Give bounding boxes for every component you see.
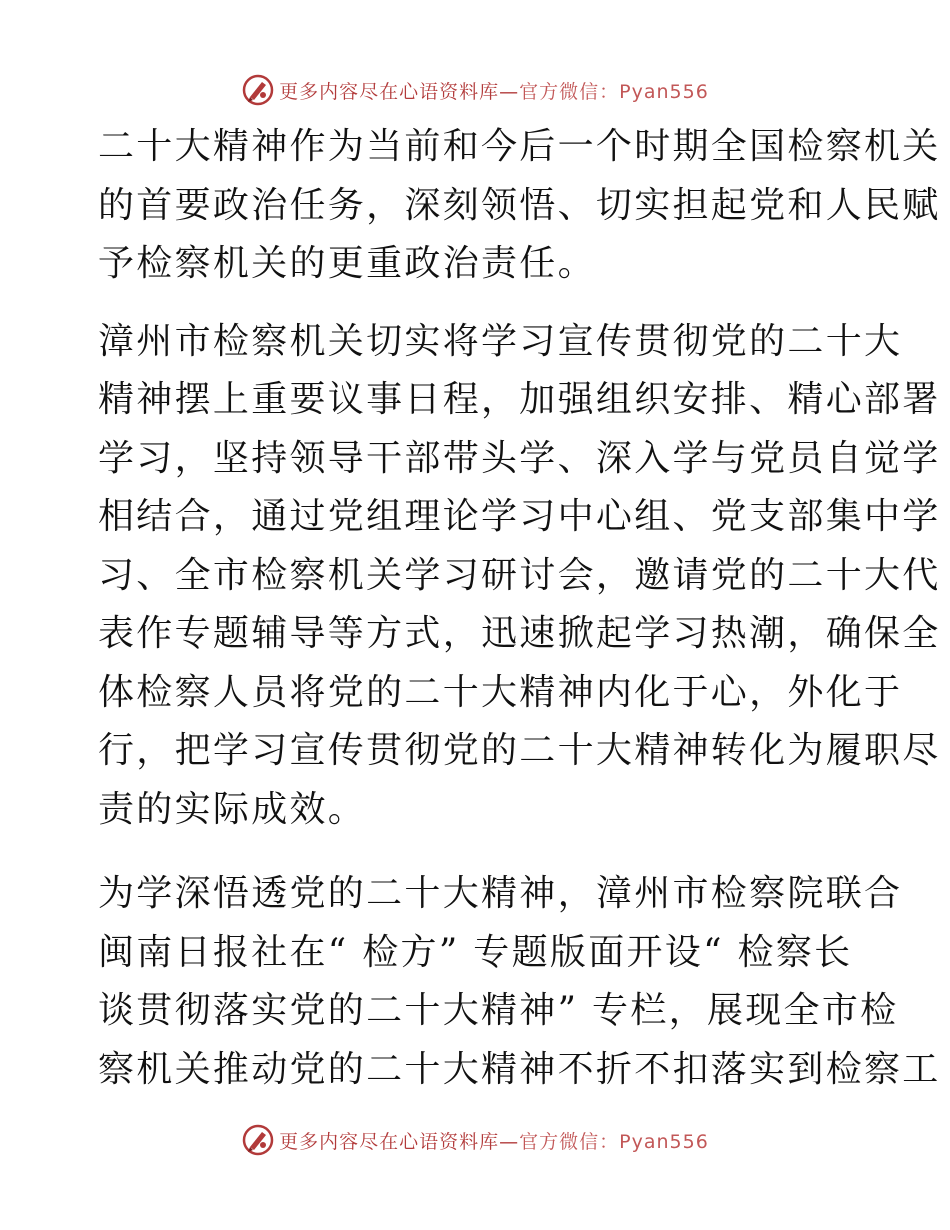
paragraph-1: [98, 118, 941, 294]
paragraph-3: [98, 865, 941, 1099]
text-line: 谈贯彻落实党的二十大精神” 专栏，展现全市检: [98, 990, 899, 1031]
watermark-text: [279, 1127, 709, 1154]
text-line: 为学深悟透党的二十大精神，漳州市检察院联合: [98, 873, 903, 914]
text-line: 予检察机关的更重政治责任。: [98, 243, 596, 284]
watermark-separator: —: [499, 1130, 520, 1153]
watermark-separator: —: [499, 80, 520, 103]
pen-circle-logo-icon: [241, 73, 275, 107]
text-line: 体检察人员将党的二十大精神内化于心，外化于: [98, 671, 903, 713]
watermark-site-text: 更多内容尽在心语资料库: [279, 1130, 500, 1153]
header-watermark: [0, 70, 950, 110]
text-line: 相结合，通过党组理论学习中心组、党支部集中学: [98, 496, 941, 537]
text-line: 二十大精神作为当前和今后一个时期全国检察机关: [98, 126, 941, 167]
text-line: 表作专题辅导等方式，迅速掀起学习热潮，确保全: [98, 613, 941, 654]
watermark-text: [279, 77, 709, 104]
text-line: 的首要政治任务，深刻领悟、切实担起党和人民赋: [98, 184, 941, 226]
text-line: 漳州市检察机关切实将学习宣传贯彻党的二十大: [98, 320, 903, 362]
text-line: 察机关推动党的二十大精神不折不扣落实到检察工: [98, 1048, 941, 1090]
text-line: 闽南日报社在“ 检方” 专题版面开设“ 检察长: [98, 931, 853, 973]
text-line: 精神摆上重要议事日程，加强组织安排、精心部署: [98, 379, 941, 420]
footer-watermark: [0, 1120, 950, 1160]
watermark-wechat-text: 官方微信：Pyan556: [519, 80, 709, 103]
text-line: 习、全市检察机关学习研讨会，邀请党的二十大代: [98, 554, 941, 596]
text-line: 行，把学习宣传贯彻党的二十大精神转化为履职尽: [98, 730, 941, 771]
watermark-site-text: 更多内容尽在心语资料库: [279, 80, 500, 103]
paragraph-2: [98, 313, 941, 840]
watermark-wechat-text: 官方微信：Pyan556: [519, 1130, 709, 1153]
text-line: 学习，坚持领导干部带头学、深入学与党员自觉学: [98, 437, 941, 479]
pen-circle-logo-icon: [241, 1123, 275, 1157]
text-line: 责的实际成效。: [98, 788, 367, 830]
document-body: [98, 118, 941, 1099]
